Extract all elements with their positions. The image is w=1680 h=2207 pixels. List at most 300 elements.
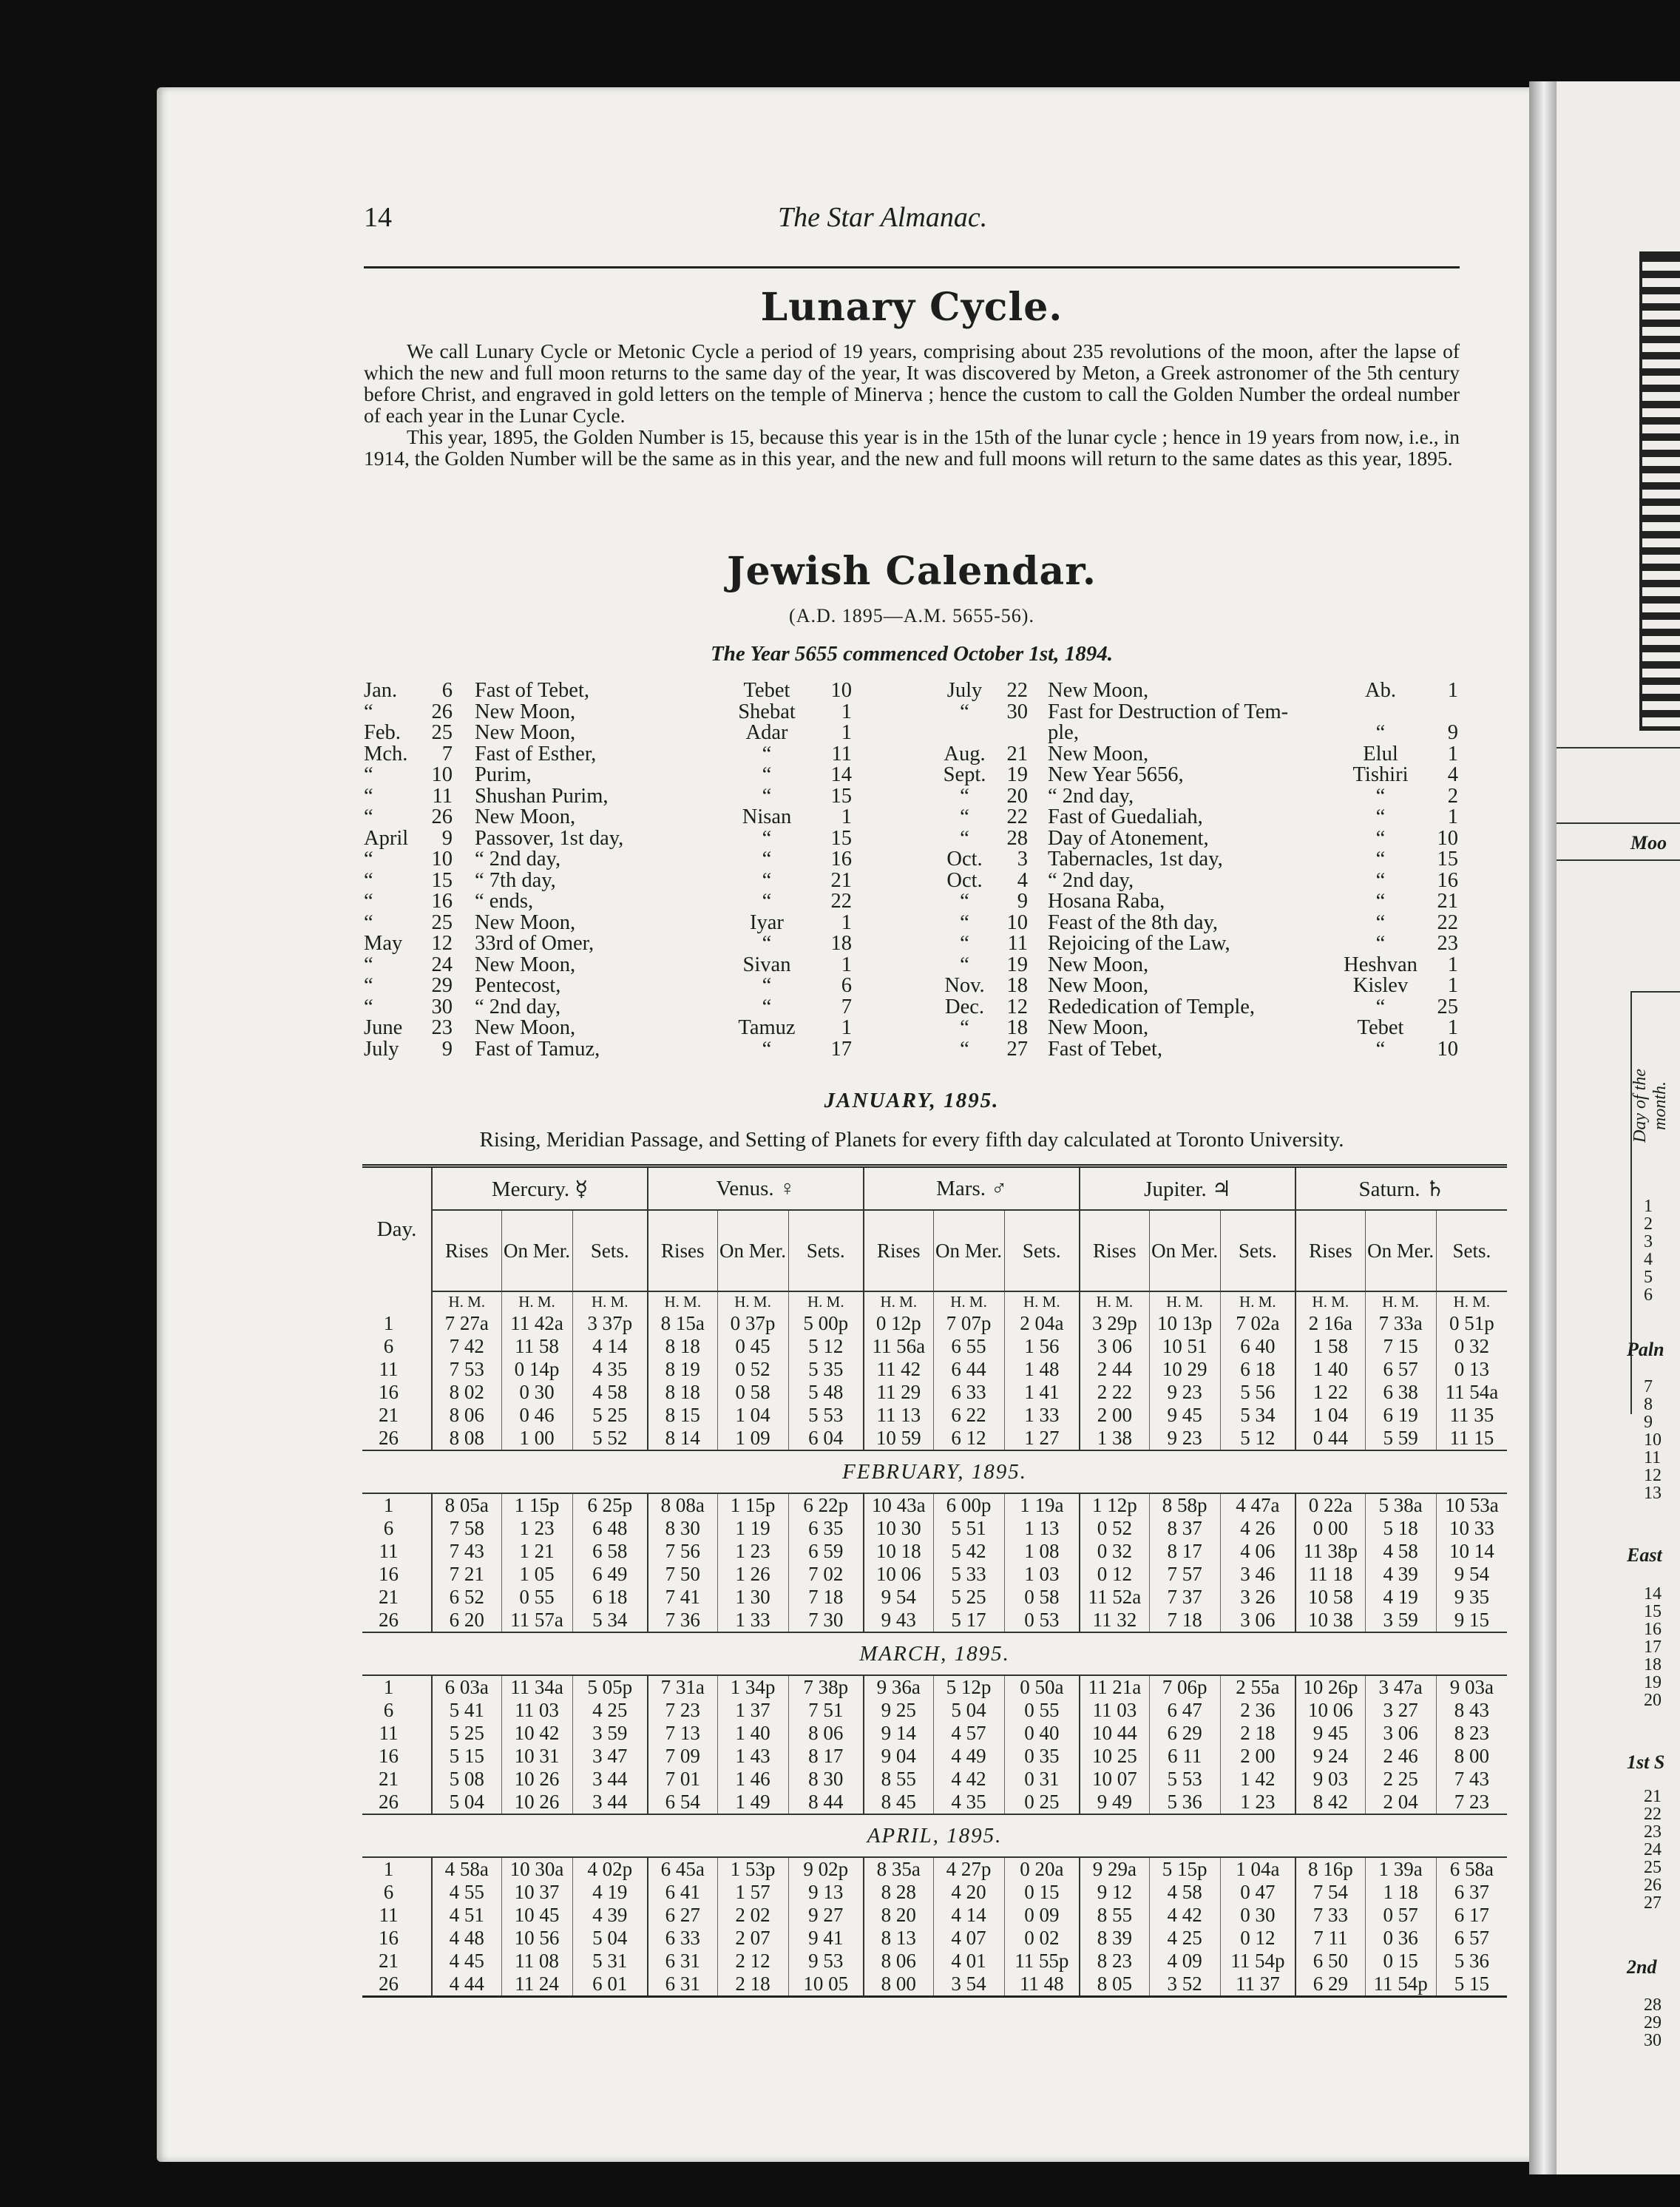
- table-cell: 1 42: [1220, 1768, 1295, 1791]
- row-day: 11: [379, 1722, 399, 1744]
- lunary-paragraph-2: This year, 1895, the Golden Number is 15, because this year is in the 15th of the lunar cycle ; hence in 19 years from now, i.e., in 1914, the Golden Number will be the same as in this year, and the new and full moons will return to the same dates as this year, 1895.: [364, 425, 1460, 470]
- table-cell: 4 25: [572, 1699, 648, 1722]
- jewish-event: Fast of Esther,: [475, 742, 597, 765]
- table-cell: 5 15: [1436, 1973, 1507, 1997]
- jewish-hmonth: “: [1375, 868, 1386, 892]
- jewish-hday: 15: [830, 784, 852, 808]
- table-cell: 11 54p: [1220, 1950, 1295, 1973]
- table-cell: 11 42a: [501, 1312, 572, 1335]
- table-row: [362, 1427, 1507, 1450]
- table-cell: 5 53: [1149, 1768, 1220, 1791]
- jewish-day: 28: [1006, 826, 1028, 850]
- row-day: 11: [379, 1904, 399, 1926]
- table-cell: 1 41: [1004, 1381, 1080, 1404]
- table-cell: 8 39: [1080, 1927, 1149, 1950]
- table-cell: 2 07: [717, 1927, 788, 1950]
- jewish-hmonth: Heshvan: [1344, 953, 1418, 976]
- jewish-entry: [933, 805, 1460, 827]
- table-cell: 8 16p: [1295, 1857, 1365, 1881]
- jewish-day: 9: [441, 1037, 453, 1061]
- table-cell: 8 23: [1436, 1722, 1507, 1745]
- lunary-cycle-text: [364, 340, 1460, 469]
- table-cell: 2 04a: [1004, 1312, 1080, 1335]
- facing-day-number: 11: [1644, 1448, 1662, 1467]
- jewish-day: 24: [431, 953, 453, 976]
- jewish-hmonth: “: [1375, 784, 1386, 808]
- jewish-event: Shushan Purim,: [475, 784, 609, 808]
- table-cell: 8 20: [864, 1904, 933, 1927]
- jewish-day: 26: [431, 700, 453, 723]
- jewish-entry: [933, 785, 1460, 806]
- jewish-month: April: [364, 826, 409, 850]
- table-cell: 0 31: [1004, 1768, 1080, 1791]
- table-cell: 7 43: [1436, 1768, 1507, 1791]
- month-band-row: [362, 1450, 1507, 1493]
- jewish-event: Day of Atonement,: [1048, 826, 1209, 850]
- hm-row: [362, 1291, 1507, 1312]
- table-cell: 7 01: [648, 1768, 717, 1791]
- row-day: 21: [379, 1950, 399, 1972]
- table-cell: 8 05a: [432, 1493, 501, 1517]
- table-cell: 0 46: [501, 1404, 572, 1427]
- facing-day-number: 16: [1644, 1620, 1662, 1639]
- table-cell: 1 15p: [717, 1493, 788, 1517]
- jewish-entry: [933, 721, 1460, 743]
- table-cell: 8 18: [648, 1335, 717, 1358]
- table-row: [362, 1722, 1507, 1745]
- table-cell: 11 56a: [864, 1335, 933, 1358]
- table-cell: 6 52: [432, 1586, 501, 1609]
- jewish-entry: [364, 721, 867, 743]
- table-cell: 8 43: [1436, 1699, 1507, 1722]
- jewish-hday: 1: [841, 953, 852, 976]
- table-cell: 4 35: [933, 1791, 1004, 1814]
- table-cell: 10 30a: [501, 1857, 572, 1881]
- table-cell: 9 04: [864, 1745, 933, 1768]
- jewish-month: Dec.: [944, 995, 984, 1018]
- table-cell: 1 23: [501, 1517, 572, 1540]
- row-day: 26: [379, 1609, 399, 1631]
- table-cell: 7 21: [432, 1563, 501, 1586]
- table-cell: 11 21a: [1080, 1675, 1149, 1699]
- sub-header: Sets.: [788, 1210, 864, 1291]
- jewish-hmonth: “: [762, 742, 772, 765]
- row-day: 1: [383, 1312, 394, 1334]
- jewish-entry: [364, 827, 867, 848]
- table-cell: 1 27: [1004, 1427, 1080, 1450]
- jewish-event: “ 2nd day,: [1048, 784, 1134, 808]
- jewish-hday: 4: [1447, 763, 1458, 786]
- table-cell: 6 20: [432, 1609, 501, 1632]
- table-cell: 0 55: [1004, 1699, 1080, 1722]
- jewish-month: Sept.: [943, 763, 986, 786]
- row-day: 1: [383, 1676, 394, 1698]
- table-cell: 1 43: [717, 1745, 788, 1768]
- table-cell: 6 57: [1365, 1358, 1436, 1381]
- jewish-hday: 1: [1447, 1016, 1458, 1039]
- running-title: The Star Almanac.: [778, 202, 988, 233]
- table-cell: 0 52: [717, 1358, 788, 1381]
- table-cell: 8 17: [788, 1745, 864, 1768]
- table-cell: 1 04a: [1220, 1857, 1295, 1881]
- table-cell: 1 09: [717, 1427, 788, 1450]
- table-cell: 7 51: [788, 1699, 864, 1722]
- table-cell: 0 12: [1080, 1563, 1149, 1586]
- table-cell: 11 37: [1220, 1973, 1295, 1997]
- table-cell: 7 06p: [1149, 1675, 1220, 1699]
- planet-table-body: [362, 1291, 1507, 1997]
- jewish-day: 23: [431, 1016, 453, 1039]
- row-day: 26: [379, 1973, 399, 1995]
- jewish-entry: [933, 890, 1460, 911]
- jewish-day: 19: [1006, 953, 1028, 976]
- jewish-month: “: [960, 700, 969, 723]
- table-cell: 5 31: [572, 1950, 648, 1973]
- facing-day-number: 22: [1644, 1805, 1662, 1824]
- jewish-hday: 10: [1437, 1037, 1458, 1061]
- table-cell: 0 58: [717, 1381, 788, 1404]
- jewish-hmonth: “: [1375, 848, 1386, 871]
- jewish-day: 9: [441, 826, 453, 850]
- table-cell: 0 44: [1295, 1427, 1365, 1450]
- jewish-hmonth: “: [762, 784, 772, 808]
- table-cell: 1 58: [1295, 1335, 1365, 1358]
- table-cell: 4 14: [933, 1904, 1004, 1927]
- table-cell: 4 06: [1220, 1540, 1295, 1563]
- table-cell: 0 20a: [1004, 1857, 1080, 1881]
- table-cell: 10 05: [788, 1973, 864, 1997]
- table-cell: 6 54: [648, 1791, 717, 1814]
- jewish-hmonth: Tamuz: [738, 1016, 796, 1039]
- table-cell: 5 12: [1220, 1427, 1295, 1450]
- table-cell: 2 02: [717, 1904, 788, 1927]
- row-day: 21: [379, 1404, 399, 1426]
- jewish-hmonth: “: [1375, 805, 1386, 828]
- facing-day-number: 17: [1644, 1637, 1662, 1657]
- jewish-hday: 22: [1437, 910, 1458, 934]
- table-cell: 5 15: [432, 1745, 501, 1768]
- table-cell: 4 27p: [933, 1857, 1004, 1881]
- table-cell: 6 29: [1295, 1973, 1365, 1997]
- jewish-day: 29: [431, 974, 453, 997]
- table-cell: 6 31: [648, 1973, 717, 1997]
- facing-day-number: 2: [1644, 1214, 1653, 1234]
- table-cell: 6 48: [572, 1517, 648, 1540]
- table-cell: 6 01: [572, 1973, 648, 1997]
- jewish-hday: 23: [1437, 932, 1458, 955]
- table-cell: 8 06: [864, 1950, 933, 1973]
- table-cell: 1 53p: [717, 1857, 788, 1881]
- table-cell: 9 54: [1436, 1563, 1507, 1586]
- table-cell: 10 25: [1080, 1745, 1149, 1768]
- month-title: FEBRUARY, 1895.: [362, 1450, 1507, 1493]
- table-cell: 6 19: [1365, 1404, 1436, 1427]
- sub-header: On Mer.: [1365, 1210, 1436, 1291]
- table-cell: 0 02: [1004, 1927, 1080, 1950]
- jewish-hday: 1: [841, 910, 852, 934]
- table-cell: 4 44: [432, 1973, 501, 1997]
- row-day: 6: [383, 1517, 394, 1539]
- jewish-month: “: [960, 784, 969, 808]
- jewish-hday: 1: [841, 805, 852, 828]
- table-cell: 0 13: [1436, 1358, 1507, 1381]
- table-cell: 7 43: [432, 1540, 501, 1563]
- table-cell: 0 15: [1004, 1881, 1080, 1904]
- day-of-month-label: Day of the month.: [1630, 1069, 1670, 1143]
- table-cell: 11 15: [1436, 1427, 1507, 1450]
- table-cell: 5 00p: [788, 1312, 864, 1335]
- table-cell: 11 18: [1295, 1563, 1365, 1586]
- table-cell: 0 22a: [1295, 1493, 1365, 1517]
- facing-day-number: 12: [1644, 1466, 1662, 1485]
- table-cell: 10 44: [1080, 1722, 1149, 1745]
- jewish-entry: [364, 700, 867, 722]
- table-cell: 0 52: [1080, 1517, 1149, 1540]
- jewish-month: “: [364, 868, 373, 892]
- table-cell: 0 25: [1004, 1791, 1080, 1814]
- table-cell: 6 04: [788, 1427, 864, 1450]
- jewish-event: Pentecost,: [475, 974, 561, 997]
- table-cell: 0 14p: [501, 1358, 572, 1381]
- table-cell: 8 08a: [648, 1493, 717, 1517]
- jewish-entry: [364, 679, 867, 700]
- table-cell: 1 03: [1004, 1563, 1080, 1586]
- table-cell: 9 13: [788, 1881, 864, 1904]
- facing-day-number: 6: [1644, 1285, 1653, 1305]
- table-cell: 7 38p: [788, 1675, 864, 1699]
- table-cell: 6 00p: [933, 1493, 1004, 1517]
- jewish-day: 22: [1006, 805, 1028, 828]
- table-cell: 8 00: [1436, 1745, 1507, 1768]
- facing-day-number: 4: [1644, 1250, 1653, 1269]
- table-cell: 4 02p: [572, 1857, 648, 1881]
- jewish-hmonth: Tebet: [1357, 1016, 1404, 1039]
- jewish-hday: 7: [841, 995, 852, 1018]
- jewish-hday: 9: [1447, 721, 1458, 744]
- table-cell: 5 38a: [1365, 1493, 1436, 1517]
- table-cell: 3 47: [572, 1745, 648, 1768]
- jewish-month: May: [364, 932, 403, 955]
- jewish-entry: [933, 679, 1460, 700]
- table-cell: 1 40: [717, 1722, 788, 1745]
- table-cell: 7 57: [1149, 1563, 1220, 1586]
- table-cell: 5 15p: [1149, 1857, 1220, 1881]
- hm-label: H. M.: [717, 1291, 788, 1312]
- jewish-hmonth: “: [1375, 890, 1386, 913]
- divider: [1557, 859, 1680, 861]
- jewish-month: “: [364, 974, 373, 997]
- table-row: [362, 1950, 1507, 1973]
- table-cell: 8 19: [648, 1358, 717, 1381]
- jewish-hday: 10: [830, 679, 852, 702]
- jewish-month: “: [364, 910, 373, 934]
- day-header: Day.: [376, 1217, 417, 1241]
- jewish-month: Aug.: [944, 742, 986, 765]
- table-cell: 6 55: [933, 1335, 1004, 1358]
- table-cell: 7 33a: [1365, 1312, 1436, 1335]
- table-cell: 6 35: [788, 1517, 864, 1540]
- table-cell: 1 33: [1004, 1404, 1080, 1427]
- sub-header: Rises: [648, 1210, 717, 1291]
- table-cell: 11 03: [501, 1699, 572, 1722]
- jewish-hmonth: Iyar: [750, 910, 784, 934]
- jewish-event: New Year 5656,: [1048, 763, 1184, 786]
- table-cell: 5 12: [788, 1335, 864, 1358]
- jewish-hday: 16: [1437, 868, 1458, 892]
- table-cell: 6 22p: [788, 1493, 864, 1517]
- jewish-month: Feb.: [364, 721, 401, 744]
- jewish-event: Fast of Tebet,: [475, 679, 589, 702]
- jewish-hday: 18: [830, 932, 852, 955]
- jewish-entry: [364, 932, 867, 953]
- table-cell: 5 25: [432, 1722, 501, 1745]
- jewish-calendar-subtitle: (A.D. 1895—A.M. 5655-56).: [789, 605, 1034, 626]
- jewish-hmonth: Sivan: [742, 953, 791, 976]
- jewish-month: Mch.: [364, 742, 408, 765]
- table-cell: 1 34p: [717, 1675, 788, 1699]
- table-row: [362, 1609, 1507, 1632]
- sub-header: On Mer.: [1149, 1210, 1220, 1291]
- table-cell: 10 06: [1295, 1699, 1365, 1722]
- table-cell: 9 27: [788, 1904, 864, 1927]
- jewish-month: “: [960, 910, 969, 934]
- table-cell: 4 47a: [1220, 1493, 1295, 1517]
- table-cell: 3 44: [572, 1791, 648, 1814]
- table-cell: 1 00: [501, 1427, 572, 1450]
- table-cell: 3 47a: [1365, 1675, 1436, 1699]
- table-cell: 7 27a: [432, 1312, 501, 1335]
- table-cell: 9 36a: [864, 1675, 933, 1699]
- sub-header: On Mer.: [933, 1210, 1004, 1291]
- jewish-event: Rejoicing of the Law,: [1048, 932, 1230, 955]
- jewish-hday: 14: [830, 763, 852, 786]
- jewish-entry: [364, 848, 867, 869]
- table-cell: 6 58a: [1436, 1857, 1507, 1881]
- jewish-month: Oct.: [946, 868, 983, 892]
- table-cell: 8 58p: [1149, 1493, 1220, 1517]
- table-cell: 3 06: [1365, 1722, 1436, 1745]
- jewish-event: “ ends,: [475, 890, 534, 913]
- table-cell: 6 29: [1149, 1722, 1220, 1745]
- table-cell: 11 42: [864, 1358, 933, 1381]
- table-cell: 2 18: [1220, 1722, 1295, 1745]
- jewish-event: Fast of Tamuz,: [475, 1037, 600, 1061]
- table-cell: 0 35: [1004, 1745, 1080, 1768]
- hm-label: H. M.: [1436, 1291, 1507, 1312]
- table-cell: 0 32: [1436, 1335, 1507, 1358]
- table-cell: 8 30: [648, 1517, 717, 1540]
- jewish-event: Purim,: [475, 763, 532, 786]
- jewish-hmonth: Adar: [745, 721, 788, 744]
- table-row: [362, 1881, 1507, 1904]
- sub-header: Rises: [432, 1210, 501, 1291]
- table-cell: 1 13: [1004, 1517, 1080, 1540]
- table-cell: 1 33: [717, 1609, 788, 1632]
- facing-day-number: 20: [1644, 1691, 1662, 1710]
- jewish-day: 20: [1006, 784, 1028, 808]
- table-cell: 0 00: [1295, 1517, 1365, 1540]
- jewish-entry: [933, 932, 1460, 953]
- table-cell: 10 33: [1436, 1517, 1507, 1540]
- table-row: [362, 1675, 1507, 1699]
- table-cell: 9 14: [864, 1722, 933, 1745]
- table-cell: 11 57a: [501, 1609, 572, 1632]
- jewish-hday: 1: [1447, 974, 1458, 997]
- table-cell: 2 25: [1365, 1768, 1436, 1791]
- table-row: [362, 1493, 1507, 1517]
- table-cell: 11 55p: [1004, 1950, 1080, 1973]
- row-day: 6: [383, 1335, 394, 1357]
- table-cell: 5 51: [933, 1517, 1004, 1540]
- facing-page: [1557, 81, 1680, 2174]
- table-cell: 4 48: [432, 1927, 501, 1950]
- jewish-day: 16: [431, 890, 453, 913]
- table-cell: 8 42: [1295, 1791, 1365, 1814]
- table-cell: 7 11: [1295, 1927, 1365, 1950]
- table-row: [362, 1768, 1507, 1791]
- jewish-hday: 25: [1437, 995, 1458, 1018]
- jewish-month: “: [364, 784, 373, 808]
- table-cell: 5 18: [1365, 1517, 1436, 1540]
- facing-day-number: 27: [1644, 1893, 1662, 1913]
- table-cell: 3 52: [1149, 1973, 1220, 1997]
- jewish-month: July: [364, 1037, 399, 1061]
- row-day: 21: [379, 1768, 399, 1790]
- table-row: [362, 1745, 1507, 1768]
- table-cell: 0 58: [1004, 1586, 1080, 1609]
- table-cell: 1 56: [1004, 1335, 1080, 1358]
- table-cell: 0 50a: [1004, 1675, 1080, 1699]
- table-cell: 2 00: [1220, 1745, 1295, 1768]
- jewish-day: 15: [431, 868, 453, 892]
- table-cell: 5 52: [572, 1427, 648, 1450]
- sub-header: Sets.: [572, 1210, 648, 1291]
- facing-day-number: 9: [1644, 1413, 1653, 1432]
- hm-label: H. M.: [572, 1291, 648, 1312]
- jewish-day: 12: [1006, 995, 1028, 1018]
- table-cell: 1 19a: [1004, 1493, 1080, 1517]
- table-cell: 2 04: [1365, 1791, 1436, 1814]
- table-cell: 10 58: [1295, 1586, 1365, 1609]
- table-cell: 9 25: [864, 1699, 933, 1722]
- jewish-month: “: [960, 805, 969, 828]
- table-cell: 8 08: [432, 1427, 501, 1450]
- table-cell: 0 36: [1365, 1927, 1436, 1950]
- jewish-event: New Moon,: [475, 1016, 576, 1039]
- jewish-calendar-left-column: [364, 679, 867, 1061]
- table-cell: 10 59: [864, 1427, 933, 1450]
- page-header: [364, 201, 1458, 246]
- jewish-event: Rededication of Temple,: [1048, 995, 1256, 1018]
- table-cell: 8 45: [864, 1791, 933, 1814]
- table-cell: 0 57: [1365, 1904, 1436, 1927]
- table-cell: 7 54: [1295, 1881, 1365, 1904]
- table-cell: 6 12: [933, 1427, 1004, 1450]
- table-cell: 0 55: [501, 1586, 572, 1609]
- table-cell: 8 17: [1149, 1540, 1220, 1563]
- jewish-month: “: [364, 805, 373, 828]
- table-cell: 0 51p: [1436, 1312, 1507, 1335]
- table-row: [362, 1857, 1507, 1881]
- table-cell: 7 02: [788, 1563, 864, 1586]
- row-day: 16: [379, 1563, 399, 1585]
- jewish-event: New Moon,: [1048, 742, 1149, 765]
- table-cell: 10 26: [501, 1791, 572, 1814]
- table-cell: 2 12: [717, 1950, 788, 1973]
- table-row: [362, 1699, 1507, 1722]
- jewish-calendar-right-column: [933, 679, 1460, 1061]
- jewish-month: “: [960, 932, 969, 955]
